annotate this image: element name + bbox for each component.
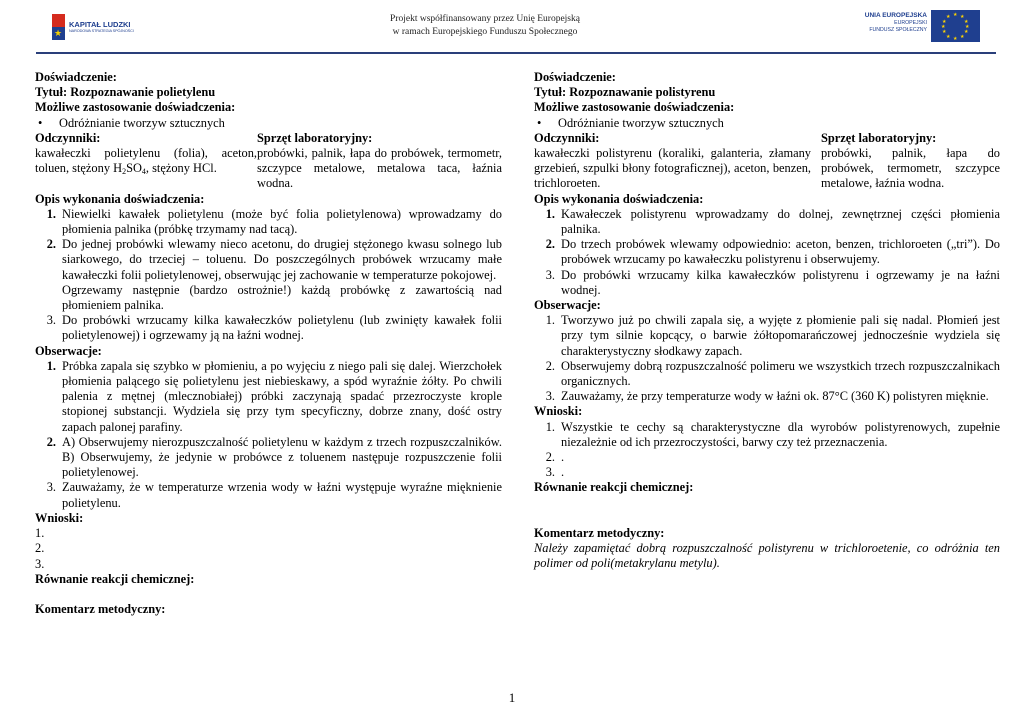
conclusion-item: 3. <box>35 556 45 571</box>
list-item: 1. Tworzywo już po chwili zapala się, a wyjęte z płomienie pali się nadal. Płomień jest przy tym silnie kopcący, o barwie żółtopomarańczowej jednocześnie wydziela się charakterystyczny słodkawy zapach. <box>545 313 1000 358</box>
list-item: 3. . <box>545 465 565 480</box>
eu-logo-line1: UNIA EUROPEJSKA <box>864 12 927 19</box>
procedure-label: Opis wykonania doświadczenia: <box>35 191 205 206</box>
left-column-polietylen <box>35 70 502 617</box>
conclusion-item: 1. <box>35 526 45 541</box>
list-item: 2. Obserwujemy dobrą rozpuszczalność polimeru we wszystkich trzech rozpuszczalnikach organicznych. <box>545 358 1000 389</box>
procedure-list <box>35 207 502 344</box>
procedure-list <box>534 207 1000 298</box>
page-header <box>0 0 1024 56</box>
equation-label: Równanie reakcji chemicznej: <box>534 480 694 495</box>
list-item: 2. . <box>545 450 565 465</box>
comment-label: Komentarz metodyczny: <box>534 525 665 540</box>
conclusions-label: Wnioski: <box>35 510 84 525</box>
eu-flag-icon: ★ ★ ★ ★ ★ ★ ★ ★ ★ ★ ★ ★ <box>931 10 980 42</box>
reagents-label: Odczynniki: <box>534 130 600 145</box>
comment-text: Należy zapamiętać dobrą rozpuszczalność polistyrenu w trichloroetenie, co odróżnia ten polimer od poli(metakrylanu metylu). <box>534 540 1000 571</box>
list-item: 3. Do probówki wrzucamy kilka kawałeczków polietylenu (lub zwinięty kawałek folii polietylenowej) i ogrzewamy ją na łaźni wodnej. <box>46 313 502 343</box>
reagents-equipment <box>534 131 1000 192</box>
eu-logo-line3: FUNDUSZ SPOŁECZNY <box>869 27 927 33</box>
bullet-icon: • <box>537 115 542 130</box>
kapital-ludzki-title: KAPITAŁ LUDZKI <box>69 20 131 29</box>
bullet-icon: • <box>38 115 43 130</box>
equation-label: Równanie reakcji chemicznej: <box>35 571 195 586</box>
eu-logo <box>857 10 982 42</box>
equipment-label: Sprzęt laboratoryjny: <box>821 130 937 145</box>
equipment-text: probówki, palnik, łapa do probówek, termometr, szczypce metalowe, łaźnia wodna. <box>821 146 1000 191</box>
list-item: 2. Do trzech probówek wlewamy odpowiednio: aceton, benzen, trichloroeten („tri”). Do probówek wrzucamy po kawałeczku polistyrenu i obserwujemy. <box>545 237 1000 267</box>
reagents-equipment <box>35 131 502 192</box>
experiment-label: Doświadczenie: <box>534 70 616 84</box>
list-item: 1. Wszystkie te cechy są charakterystyczne dla wyrobów polistyrenowych, zupełnie niezależnie od ich przezroczystości, barwy czy też przeznaczenia. <box>545 419 1000 449</box>
list-item: 2. Do jednej probówki wlewamy nieco acetonu, do drugiej stężonego kwasu solnego lub siarkowego, do trzeciej – toluenu. Do poszczególnych probówek wrzucamy małe kawałeczki folii polietylenowej, obserwując jej zachowanie w temperaturze pokojowej. <box>46 237 502 282</box>
application-text: Odróżnianie tworzyw sztucznych <box>558 115 724 130</box>
reagents-label: Odczynniki: <box>35 130 101 145</box>
experiment-title: Tytuł: Rozpoznawanie polietylenu <box>35 85 216 100</box>
equipment-label: Sprzęt laboratoryjny: <box>257 130 373 145</box>
kapital-ludzki-subtitle: NARODOWA STRATEGIA SPÓJNOŚCI <box>69 29 134 33</box>
list-item: 2. A) Obserwujemy nierozpuszczalność polietylenu w każdym z trzech rozpuszczalników. B) Obserwujemy, że jedynie w probówce z toluenem następuje rozpuszczenie folii polietylenowej. <box>46 434 502 480</box>
application-item <box>35 116 502 131</box>
observations-label: Obserwacje: <box>534 298 601 313</box>
procedure-label: Opis wykonania doświadczenia: <box>534 191 704 206</box>
reagents-text: kawałeczki polistyrenu (koraliki, galanteria, złamany grzebień, szpulki błony fotograficznej), aceton, benzen, trichloroeten. <box>534 146 811 191</box>
header-caption-line2: w ramach Europejskiego Funduszu Społecznego <box>392 27 578 37</box>
list-item: 3. Do probówki wrzucamy kilka kawałeczków polistyrenu i ogrzewamy je na łaźni wodnej. <box>545 267 1000 297</box>
kapital-ludzki-flag-icon: ★ <box>52 14 65 40</box>
list-item: 3. Zauważamy, że przy temperaturze wody w łaźni ok. 87°C (360 K) polistyren mięknie. <box>545 389 989 404</box>
right-column-polistyren <box>534 70 1000 571</box>
conclusions-label: Wnioski: <box>534 404 583 419</box>
equipment-text: probówki, palnik, łapa do probówek, termometr, szczypce metalowe, metalowa taca, łaźnia wodna. <box>257 146 502 191</box>
list-item: 1. Niewielki kawałek polietylenu (może być folia polietylenowa) wprowadzamy do płomienia palnika (próbkę trzymamy nad tacą). <box>46 206 502 237</box>
eu-logo-line2: EUROPEJSKI <box>894 20 927 26</box>
reagents-text: kawałeczki polietylenu (folia), aceton, toluen, stężony $H_2SO_4$, stężony HCl. <box>35 146 257 177</box>
experiment-title: Tytuł: Rozpoznawanie polistyrenu <box>534 85 716 100</box>
header-divider <box>36 52 996 54</box>
list-item: 1. Kawałeczek polistyrenu wprowadzamy do dolnej, zewnętrznej części płomienia palnika. <box>545 206 1000 237</box>
application-item <box>534 116 1000 131</box>
list-item: 3. Zauważamy, że w temperaturze wrzenia wody w łaźni występuje wyraźne mięknienie polietylenu. <box>46 480 502 510</box>
page-number: 1 <box>508 690 516 705</box>
conclusion-item: 2. <box>35 541 45 556</box>
observations-label: Obserwacje: <box>35 343 102 358</box>
conclusions-list <box>534 420 1000 481</box>
list-item: Ogrzewamy następnie (bardzo ostrożnie!) każdą probówkę z zawartością nad płomieniem palnika. <box>62 282 502 313</box>
kapital-ludzki-logo <box>52 12 138 42</box>
application-label: Możliwe zastosowanie doświadczenia: <box>534 100 735 115</box>
application-label: Możliwe zastosowanie doświadczenia: <box>35 100 236 115</box>
comment-label: Komentarz metodyczny: <box>35 601 166 616</box>
list-item: 1. Próbka zapala się szybko w płomieniu, a po wyjęciu z niego pali się dalej. Wierzchołek płomienia palącego się polietylenu jest niebieskawy, a spód wyraźnie żółty. Po chwili palenia z mętnej (mlecznobiałej) próbki zaczynają spadać przezroczyste krople stopionej substancji. Wydziela się przy tym specyficzny, dobrze znany, dość ostry zapach palonej parafiny. <box>46 358 502 434</box>
header-caption-line1: Projekt współfinansowany przez Unię Europejską <box>390 14 580 24</box>
header-caption <box>350 13 620 39</box>
experiment-label: Doświadczenie: <box>35 70 117 84</box>
observations-list <box>35 359 502 511</box>
application-text: Odróżnianie tworzyw sztucznych <box>59 115 225 130</box>
observations-list <box>534 313 1000 404</box>
